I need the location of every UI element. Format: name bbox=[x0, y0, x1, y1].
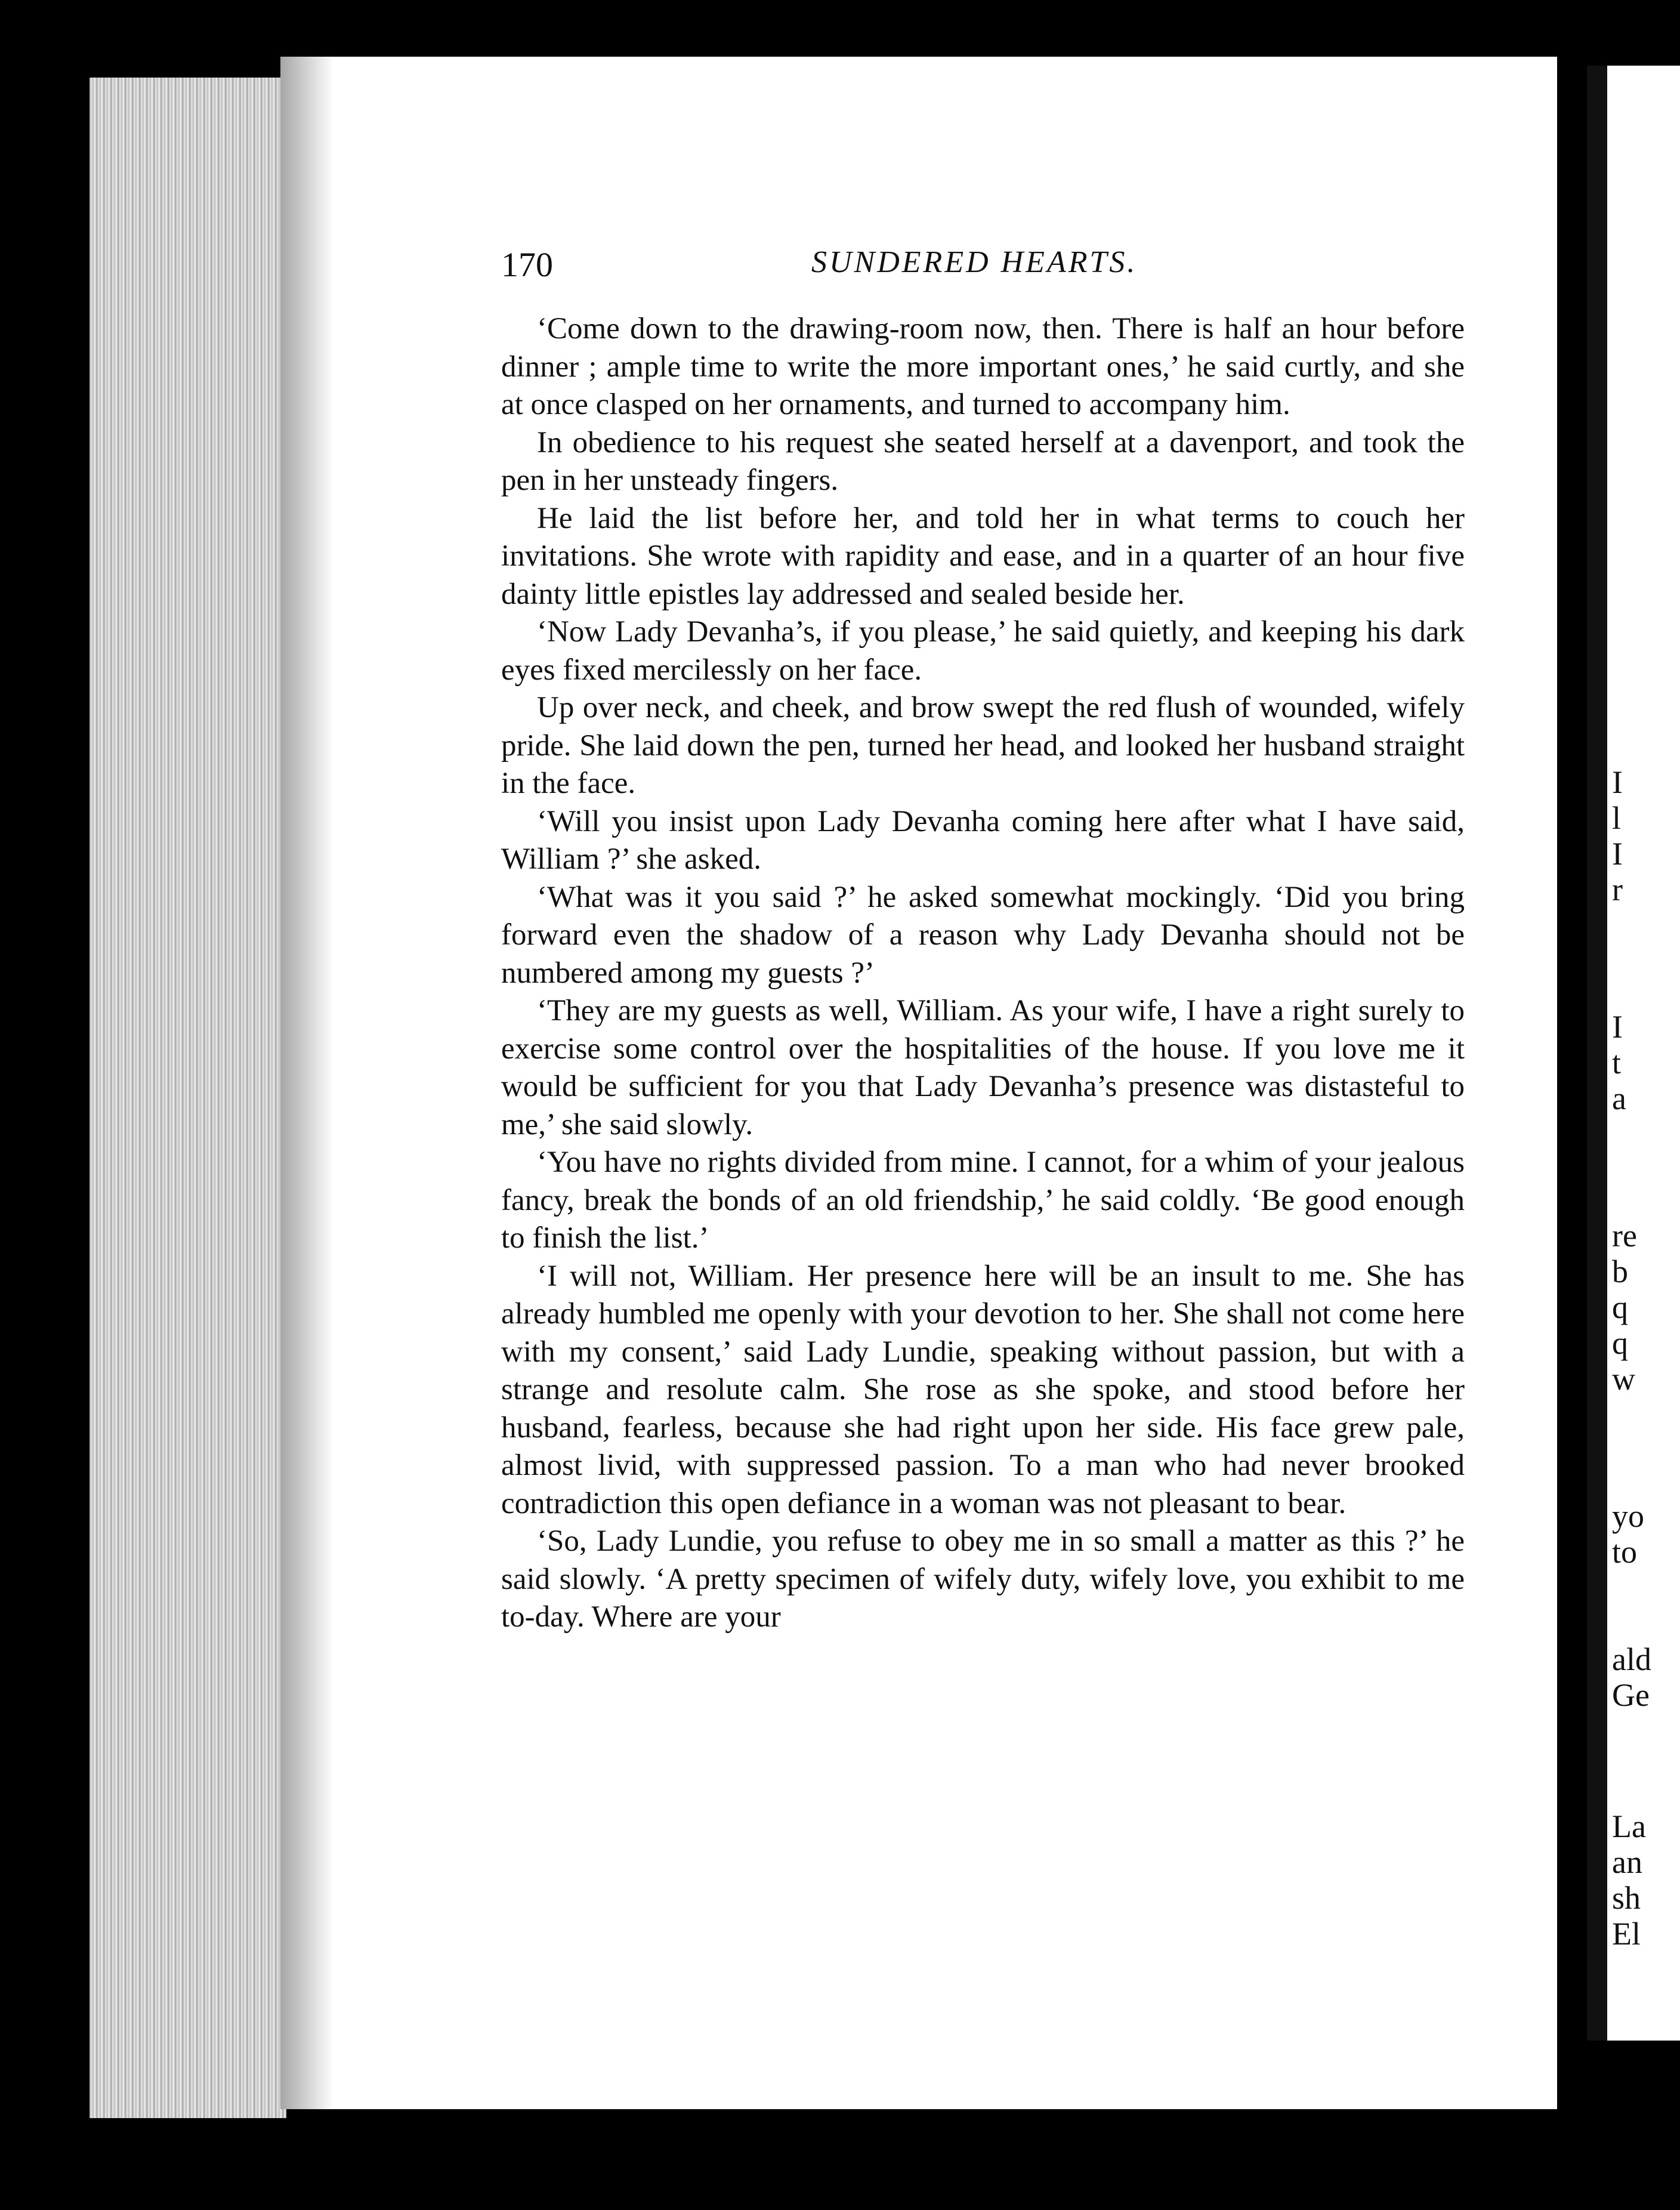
paragraph: He laid the list before her, and told her in what terms to couch her invitations. She wrote with rapidity and ease, and in a quarter of an hour five dainty little epistles lay addressed and sealed beside her. bbox=[501, 501, 1465, 611]
page-header bbox=[501, 245, 1187, 286]
facing-page-fragment: l bbox=[1612, 800, 1622, 836]
page-number: 170 bbox=[501, 245, 553, 284]
facing-page-fragment: La bbox=[1612, 1808, 1646, 1844]
facing-page-fragment: sh bbox=[1612, 1880, 1641, 1916]
paragraph: Up over neck, and cheek, and brow swept the red flush of wounded, wifely pride. She laid down the pen, turned her head, and looked her husband straight in the face. bbox=[501, 691, 1465, 800]
paragraph: ‘Now Lady Devanha’s, if you please,’ he said quietly, and keeping his dark eyes fixed mercilessly on her face. bbox=[501, 615, 1465, 687]
facing-page-fragment: t bbox=[1612, 1045, 1622, 1081]
paragraph: ‘What was it you said ?’ he asked somewhat mockingly. ‘Did you bring forward even the shadow of a reason why Lady Devanha should not be numbered among my guests ?’ bbox=[501, 880, 1465, 990]
paragraph: In obedience to his request she seated herself at a davenport, and took the pen in her unsteady fingers. bbox=[501, 425, 1465, 497]
paragraph: ‘I will not, William. Her presence here will be an insult to me. She has already humbled me openly with your devotion to her. She shall not come here with my consent,’ said Lady Lundie, speaking without passion, but with a strange and resolute calm. She rose as she spoke, and stood before her husband, fearless, because she had right upon her side. His face grew pale, almost livid, with suppressed passion. To a man who had never brooked contradiction this open defiance in a woman was not pleasant to bear. bbox=[501, 1259, 1465, 1520]
running-head-title: SUNDERED HEARTS. bbox=[811, 245, 1138, 279]
paragraph: ‘You have no rights divided from mine. I cannot, for a whim of your jealous fancy, break the bonds of an old friendship,’ he said coldly. ‘Be good enough to finish the list.’ bbox=[501, 1146, 1465, 1255]
facing-page-fragment: an bbox=[1612, 1844, 1642, 1880]
facing-page-edge bbox=[1587, 66, 1680, 2041]
facing-page-fragment: El bbox=[1612, 1916, 1641, 1952]
facing-page-fragment: ald bbox=[1612, 1641, 1651, 1677]
paragraph: ‘Will you insist upon Lady Devanha coming here after what I have said, William ?’ she asked. bbox=[501, 804, 1465, 876]
facing-page-fragment: a bbox=[1612, 1081, 1626, 1116]
facing-page-fragment: I bbox=[1612, 1009, 1623, 1045]
facing-page-fragment: w bbox=[1612, 1361, 1635, 1397]
paragraph: ‘So, Lady Lundie, you refuse to obey me in so small a matter as this ?’ he said slowly. ‘A pretty specimen of wifely duty, wifely love, you exhibit to me to-day. Where are your bbox=[501, 1524, 1465, 1634]
facing-page-fragment: re bbox=[1612, 1218, 1637, 1254]
facing-page-fragment: I bbox=[1612, 836, 1623, 872]
body-text bbox=[501, 310, 1465, 1637]
facing-page-fragment: b bbox=[1612, 1254, 1628, 1289]
facing-page-fragment: I bbox=[1612, 764, 1623, 800]
book-page-edges bbox=[89, 78, 286, 2118]
facing-page-fragment: Ge bbox=[1612, 1677, 1650, 1713]
facing-page-fragment: q bbox=[1612, 1289, 1628, 1325]
paragraph: ‘Come down to the drawing-room now, then. There is half an hour before dinner ; ample time to write the more important ones,’ he said curtly, and she at once clasped on her ornaments, and turned to accompany him. bbox=[501, 312, 1465, 421]
facing-page-fragment: yo bbox=[1612, 1498, 1644, 1534]
facing-page-fragment: r bbox=[1612, 872, 1623, 908]
paragraph: ‘They are my guests as well, William. As your wife, I have a right surely to exercise some control over the hospitalities of the house. If you love me it would be sufficient for you that Lady Devanha’s presence was distasteful to me,’ she said slowly. bbox=[501, 994, 1465, 1141]
facing-page-fragment: to bbox=[1612, 1534, 1638, 1570]
facing-page-fragment: q bbox=[1612, 1325, 1628, 1361]
